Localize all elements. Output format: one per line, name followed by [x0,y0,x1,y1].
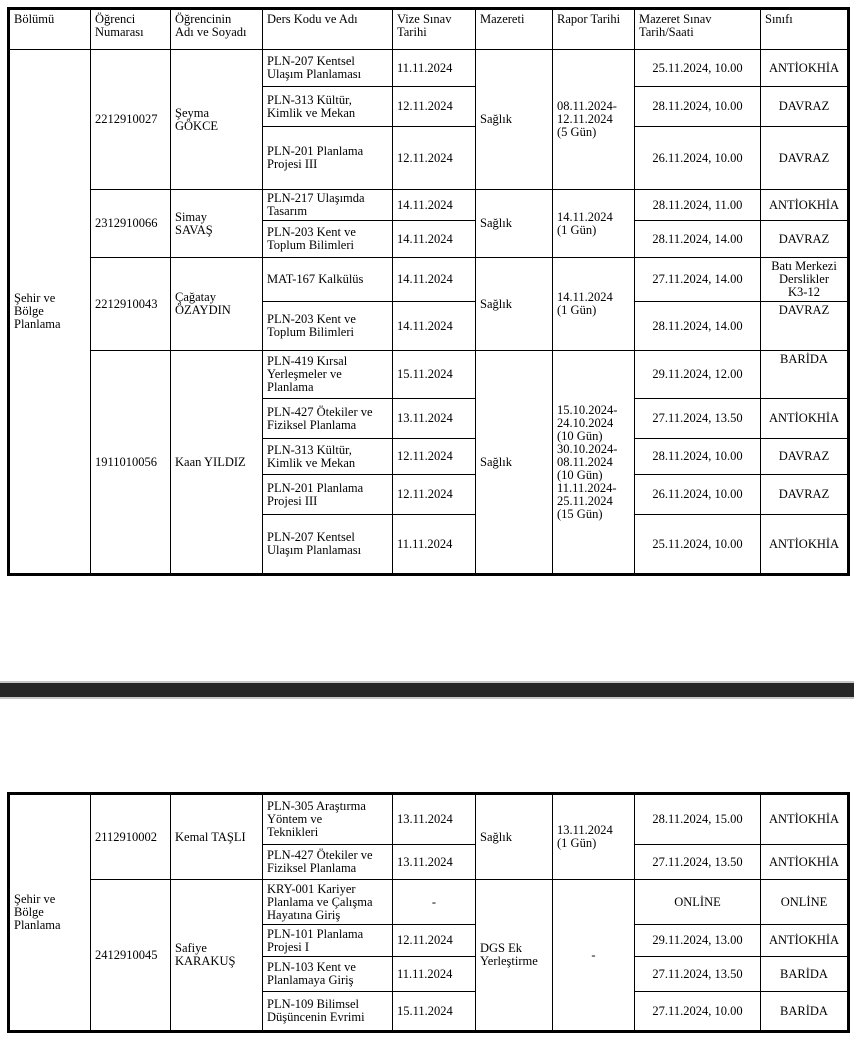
cell-line: 08.11.2024 [557,454,613,469]
cell-line: Simay [175,209,207,224]
report-date [553,190,635,258]
classroom [761,87,849,127]
cell-line: Şehir ve [14,892,56,906]
cell-text: BARİDA [780,352,828,366]
cell-line: 11.11.2024- [557,480,617,495]
classroom [761,258,849,302]
student-name [171,880,263,1032]
cell-line: (10 Gün) [557,467,603,482]
cell-text: 2212910027 [95,112,158,126]
classroom [761,221,849,258]
course-name [263,845,393,880]
cell-text: 12.11.2024 [397,150,453,165]
cell-line: PLN-217 Ulaşımda [267,191,365,205]
cell-line: Yöntem ve [267,812,323,826]
makeup-exam-datetime [635,351,761,399]
classroom [761,845,849,880]
cell-text: 28.11.2024, 10.00 [652,449,743,463]
course-name [263,87,393,127]
header-ogrenci-no: Öğrenci Numarası [91,9,171,50]
exam-schedule-table-1 [7,7,850,576]
cell-text: 27.11.2024, 13.50 [652,854,743,869]
makeup-exam-datetime [635,221,761,258]
course-name [263,475,393,515]
cell-line: Toplum Bilimleri [267,325,354,339]
cell-line: (15 Gün) [557,506,603,521]
student-name [171,351,263,575]
makeup-exam-datetime [635,794,761,845]
midterm-date [393,302,476,351]
cell-text: 2312910066 [95,216,158,230]
midterm-date [393,190,476,221]
cell-line: K3-12 [788,285,820,299]
cell-text: ANTİOKHİA [768,197,840,212]
classroom [761,925,849,957]
makeup-exam-datetime [635,925,761,957]
midterm-date [393,50,476,87]
cell-line: KRY-001 Kariyer [267,881,356,896]
cell-line: Şeyma [175,105,210,120]
cell-line: Teknikleri [267,825,319,839]
midterm-date [393,515,476,575]
cell-text: Sağlık [480,216,512,230]
excuse-reason [476,190,553,258]
cell-line: Çağatay [175,290,216,304]
cell-text: 29.11.2024, 13.00 [652,933,743,947]
cell-line: Ulaşım Planlaması [267,543,362,557]
course-name [263,302,393,351]
bolum-cell [9,794,91,1032]
cell-text: DAVRAZ [778,231,830,246]
cell-text: 15.11.2024 [397,1003,453,1018]
cell-text: 25.11.2024, 10.00 [652,60,743,75]
cell-text: 11.11.2024 [397,536,453,551]
makeup-exam-datetime [635,302,761,351]
course-name [263,351,393,399]
midterm-date [393,845,476,880]
report-date [553,50,635,190]
midterm-date [393,794,476,845]
header-mazeret-sinav: Mazeret Sınav Tarih/Saati [635,9,761,50]
cell-text: 2412910045 [95,947,158,962]
classroom [761,992,849,1032]
makeup-exam-datetime [635,190,761,221]
cell-text: ANTİOKHİA [768,854,840,869]
cell-text: 25.11.2024, 10.00 [652,536,743,551]
cell-line: 08.11.2024- [557,99,617,113]
makeup-exam-datetime [635,475,761,515]
cell-text: 27.11.2024, 13.50 [652,411,743,425]
cell-text: Sağlık [480,112,512,126]
cell-text: - [431,894,437,909]
makeup-exam-datetime [635,258,761,302]
cell-text: 26.11.2024, 10.00 [652,487,743,501]
makeup-exam-datetime [635,87,761,127]
cell-line: PLN-313 Kültür, [267,92,352,107]
cell-line: Hayatına Giriş [267,907,341,922]
cell-text: 14.11.2024 [397,272,453,286]
cell-text: BARİDA [780,1003,828,1018]
course-name [263,190,393,221]
makeup-exam-datetime [635,880,761,925]
cell-line: KARAKUŞ [175,954,236,968]
midterm-date [393,992,476,1032]
cell-line: Projesi III [267,493,318,508]
student-number [91,258,171,351]
cell-text: 14.11.2024 [397,231,453,246]
classroom [761,399,849,439]
course-name [263,221,393,258]
course-name [263,925,393,957]
midterm-date [393,475,476,515]
cell-text: 29.11.2024, 12.00 [652,367,743,381]
cell-text: DAVRAZ [778,449,830,463]
cell-line: 14.11.2024 [557,209,613,224]
cell-text: ONLİNE [780,894,828,909]
midterm-date [393,925,476,957]
cell-line: PLN-207 Kentsel [267,54,355,68]
midterm-date [393,351,476,399]
cell-text: 27.11.2024, 14.00 [652,272,743,286]
course-name [263,957,393,992]
table-row [9,880,849,925]
student-name [171,190,263,258]
cell-text: 12.11.2024 [397,449,453,463]
student-name [171,258,263,351]
cell-line: 12.11.2024 [557,112,613,126]
student-number [91,190,171,258]
cell-text: 11.11.2024 [397,60,453,75]
cell-line: DGS Ek [480,941,523,955]
cell-line: PLN-203 Kent ve [267,312,356,326]
cell-text: BARİDA [780,966,828,981]
cell-line: Tasarım [267,204,308,218]
excuse-reason [476,794,553,880]
student-name [171,794,263,880]
student-number [91,351,171,575]
table-row [9,190,849,221]
midterm-date [393,127,476,190]
cell-line: Toplum Bilimleri [267,238,354,252]
cell-line: Şehir ve [14,291,56,305]
header-bolum: Bölümü [9,9,91,50]
cell-line: - [591,947,596,962]
cell-line: ÖZAYDIN [175,303,231,317]
course-name [263,399,393,439]
excuse-reason [476,351,553,575]
header-row [9,9,849,50]
cell-line: Planlama ve Çalışma [267,894,373,909]
makeup-exam-datetime [635,515,761,575]
classroom [761,515,849,575]
cell-line: PLN-201 Planlama [267,144,364,158]
cell-line: 30.10.2024- [557,441,618,456]
cell-text: 1911010056 [95,454,158,469]
makeup-exam-datetime [635,992,761,1032]
cell-line: PLN-207 Kentsel [267,530,355,544]
course-name [263,794,393,845]
page-divider [0,681,854,699]
cell-line: (10 Gün) [557,428,603,443]
cell-text: ANTİOKHİA [768,536,840,551]
cell-text: 27.11.2024, 13.50 [652,966,743,981]
cell-text: DAVRAZ [778,303,830,317]
cell-line: Kemal TAŞLI [175,829,246,844]
makeup-exam-datetime [635,957,761,992]
makeup-exam-datetime [635,399,761,439]
cell-line: PLN-101 Planlama [267,926,364,941]
report-date [553,258,635,351]
cell-line: Derslikler [779,272,829,286]
cell-line: (1 Gün) [557,303,597,317]
makeup-exam-datetime [635,127,761,190]
cell-text: Sağlık [480,829,512,844]
cell-text: 15.11.2024 [397,367,453,381]
classroom [761,794,849,845]
cell-line: Kimlik ve Mekan [267,105,356,120]
cell-line: GÖKCE [175,118,219,133]
makeup-exam-datetime [635,439,761,475]
cell-text: 28.11.2024, 14.00 [652,318,743,333]
cell-text: DAVRAZ [778,150,830,165]
course-name [263,127,393,190]
cell-text: 28.11.2024, 15.00 [652,812,743,826]
cell-line: Fiziksel Planlama [267,417,357,432]
classroom [761,439,849,475]
cell-line: Ulaşım Planlaması [267,67,362,81]
classroom [761,302,849,351]
cell-text: 14.11.2024 [397,197,453,212]
header-ders: Ders Kodu ve Adı [263,9,393,50]
cell-text: 14.11.2024 [397,318,453,333]
cell-line: Planlama [14,918,61,932]
cell-line: Düşüncenin Evrimi [267,1010,365,1024]
table-row [9,794,849,845]
cell-line: PLN-305 Araştırma [267,799,366,813]
midterm-date [393,258,476,302]
cell-line: 24.10.2024 [557,415,614,430]
cell-line: Safiye [175,941,207,955]
cell-line: (1 Gün) [557,222,597,237]
cell-text: 2112910002 [95,829,158,844]
cell-text: ONLİNE [674,894,721,909]
student-number [91,880,171,1032]
classroom [761,351,849,399]
cell-text: 2212910043 [95,296,158,311]
classroom [761,475,849,515]
cell-line: MAT-167 Kalkülüs [267,272,364,286]
cell-text: 12.11.2024 [397,933,453,947]
cell-line: (5 Gün) [557,125,597,139]
cell-line: Yerleşmeler ve [267,367,342,381]
cell-line: Kaan YILDIZ [175,454,246,469]
cell-text: ANTİOKHİA [768,933,840,947]
exam-schedule-table-2 [7,792,850,1033]
course-name [263,50,393,87]
course-name [263,258,393,302]
cell-text: ANTİOKHİA [768,812,840,826]
cell-text: 28.11.2024, 10.00 [652,99,743,113]
cell-text: DAVRAZ [778,487,830,501]
classroom [761,190,849,221]
cell-line: PLN-313 Kültür, [267,442,352,457]
cell-line: (1 Gün) [557,836,597,850]
cell-text: 13.11.2024 [397,411,453,425]
excuse-reason [476,258,553,351]
cell-line: Bölge [14,304,44,318]
cell-text: 27.11.2024, 10.00 [652,1003,743,1018]
cell-line: 14.11.2024 [557,290,613,304]
cell-line: PLN-427 Ötekiler ve [267,848,373,862]
header-mazeret: Mazereti [476,9,553,50]
excuse-reason [476,50,553,190]
report-date [553,794,635,880]
cell-text: DAVRAZ [778,99,830,113]
cell-line: PLN-109 Bilimsel [267,997,360,1011]
excuse-reason [476,880,553,1032]
midterm-date [393,957,476,992]
student-number [91,50,171,190]
cell-line: 13.11.2024 [557,823,613,837]
cell-text: 12.11.2024 [397,99,453,113]
cell-text: Sağlık [480,454,512,469]
cell-line: 15.10.2024- [557,402,618,417]
cell-text: 13.11.2024 [397,812,453,826]
cell-line: PLN-203 Kent ve [267,225,356,239]
cell-text: 28.11.2024, 11.00 [652,197,743,212]
report-date [553,880,635,1032]
cell-line: SAVAŞ [175,222,213,237]
course-name [263,439,393,475]
cell-line: PLN-427 Ötekiler ve [267,404,373,419]
makeup-exam-datetime [635,845,761,880]
cell-text: ANTİOKHİA [768,411,840,425]
cell-line: PLN-103 Kent ve [267,960,356,974]
midterm-date [393,439,476,475]
cell-line: Projesi I [267,939,310,954]
bolum-cell [9,50,91,575]
cell-text: 28.11.2024, 14.00 [652,231,743,246]
cell-line: Kimlik ve Mekan [267,455,356,470]
cell-line: Planlamaya Giriş [267,973,354,987]
student-number [91,794,171,880]
midterm-date [393,399,476,439]
report-date [553,351,635,575]
cell-line: PLN-419 Kırsal [267,354,348,368]
midterm-date [393,221,476,258]
cell-text: 11.11.2024 [397,966,453,981]
classroom [761,880,849,925]
classroom [761,127,849,190]
header-ad-soyad: Öğrencinin Adı ve Soyadı [171,9,263,50]
cell-text: ANTİOKHİA [768,60,840,75]
midterm-date [393,880,476,925]
cell-text: Sağlık [480,296,512,311]
table-row [9,258,849,302]
header-vize: Vize Sınav Tarihi [393,9,476,50]
table-row [9,351,849,399]
cell-text: 12.11.2024 [397,487,453,501]
cell-line: Batı Merkezi [771,259,837,273]
header-sinif: Sınıfı [761,9,849,50]
header-rapor: Rapor Tarihi [553,9,635,50]
cell-line: Planlama [267,380,314,394]
classroom [761,50,849,87]
cell-line: Projesi III [267,157,318,171]
student-name [171,50,263,190]
cell-line: Bölge [14,905,44,919]
cell-line: Planlama [14,317,61,331]
cell-text: 26.11.2024, 10.00 [652,150,743,165]
course-name [263,992,393,1032]
course-name [263,515,393,575]
cell-line: PLN-201 Planlama [267,480,364,495]
cell-line: Fiziksel Planlama [267,861,357,875]
cell-line: 25.11.2024 [557,493,613,508]
midterm-date [393,87,476,127]
course-name [263,880,393,925]
cell-text: 13.11.2024 [397,854,453,869]
makeup-exam-datetime [635,50,761,87]
cell-line: Yerleştirme [480,954,538,968]
classroom [761,957,849,992]
table-row [9,50,849,87]
